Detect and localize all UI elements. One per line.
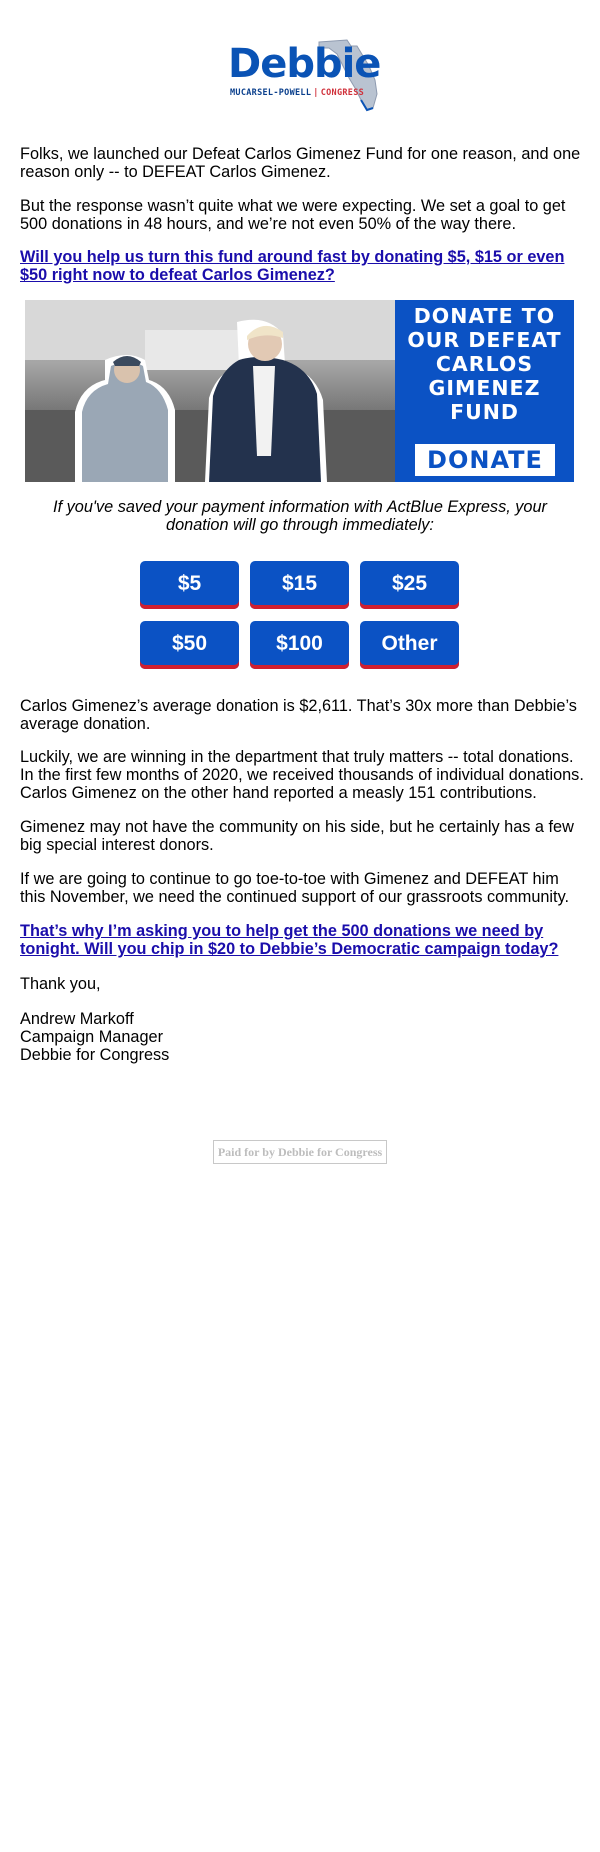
logo-sub-separator: | (313, 88, 319, 98)
actblue-express-note: If you've saved your payment information with ActBlue Express, your donation will go through immediately: (53, 498, 547, 534)
logo-sub-office: CONGRESS (320, 88, 365, 98)
paragraph-total-donations: Luckily, we are winning in the department that truly matters -- total donations. In the first few months of 2020, we received thousands of individual donations. Carlos Gimenez on the other hand reported a measly 151 contributions. (20, 748, 584, 802)
signature-title: Campaign Manager (20, 1028, 163, 1046)
banner-headline (395, 304, 574, 424)
banner-headline-line: GIMENEZ (428, 376, 541, 400)
donate-link-paragraph-bottom (20, 922, 585, 958)
donate-amount-button-50[interactable]: $50 (140, 621, 239, 669)
logo-subtitle (230, 88, 364, 98)
logo-wordmark: Debbie (228, 41, 381, 87)
campaign-logo (222, 36, 382, 114)
paid-for-disclaimer: Paid for by Debbie for Congress (213, 1140, 387, 1164)
donate-amount-button-5[interactable]: $5 (140, 561, 239, 609)
banner-cta-panel (395, 300, 574, 482)
paragraph-grassroots: If we are going to continue to go toe-to-toe with Gimenez and DEFEAT him this November, we need the continued support of our grassroots community. (20, 870, 570, 906)
banner-headline-line: FUND (450, 400, 519, 424)
banner-headline-line: CARLOS (435, 352, 534, 376)
donate-link-top[interactable]: Will you help us turn this fund around fast by donating $5, $15 or even $50 right now to defeat Carlos Gimenez? (20, 248, 565, 284)
logo-sub-name: MUCARSEL-POWELL (230, 88, 312, 98)
signature-name: Andrew Markoff (20, 1010, 134, 1028)
paragraph-response: But the response wasn’t quite what we were expecting. We set a goal to get 500 donations in 48 hours, and we’re not even 50% of the way there. (20, 197, 566, 233)
signature-org: Debbie for Congress (20, 1046, 170, 1064)
donate-amount-button-25[interactable]: $25 (360, 561, 459, 609)
paragraph-average-donation: Carlos Gimenez’s average donation is $2,611. That’s 30x more than Debbie’s average donation. (20, 697, 577, 733)
banner-headline-line: OUR DEFEAT (407, 328, 562, 352)
paragraph-special-interests: Gimenez may not have the community on his side, but he certainly has a few big special interest donors. (20, 818, 574, 854)
donate-link-paragraph (20, 248, 585, 284)
banner-headline-line: DONATE TO (413, 304, 556, 328)
paragraph-intro: Folks, we launched our Defeat Carlos Gimenez Fund for one reason, and one reason only -- to DEFEAT Carlos Gimenez. (20, 145, 581, 181)
banner-donate-button[interactable]: DONATE (415, 444, 555, 476)
donate-amount-button-other[interactable]: Other (360, 621, 459, 669)
signature-block (20, 1010, 585, 1064)
donate-amount-button-15[interactable]: $15 (250, 561, 349, 609)
donate-link-bottom[interactable]: That’s why I’m asking you to help get the 500 donations we need by tonight. Will you chip in $20 to Debbie’s Democratic campaign today? (20, 922, 559, 958)
donate-amount-button-100[interactable]: $100 (250, 621, 349, 669)
donate-banner[interactable] (25, 300, 574, 482)
banner-photo (25, 300, 395, 482)
closing-thanks: Thank you, (20, 975, 101, 993)
candidate-photo-illustration (25, 300, 395, 482)
